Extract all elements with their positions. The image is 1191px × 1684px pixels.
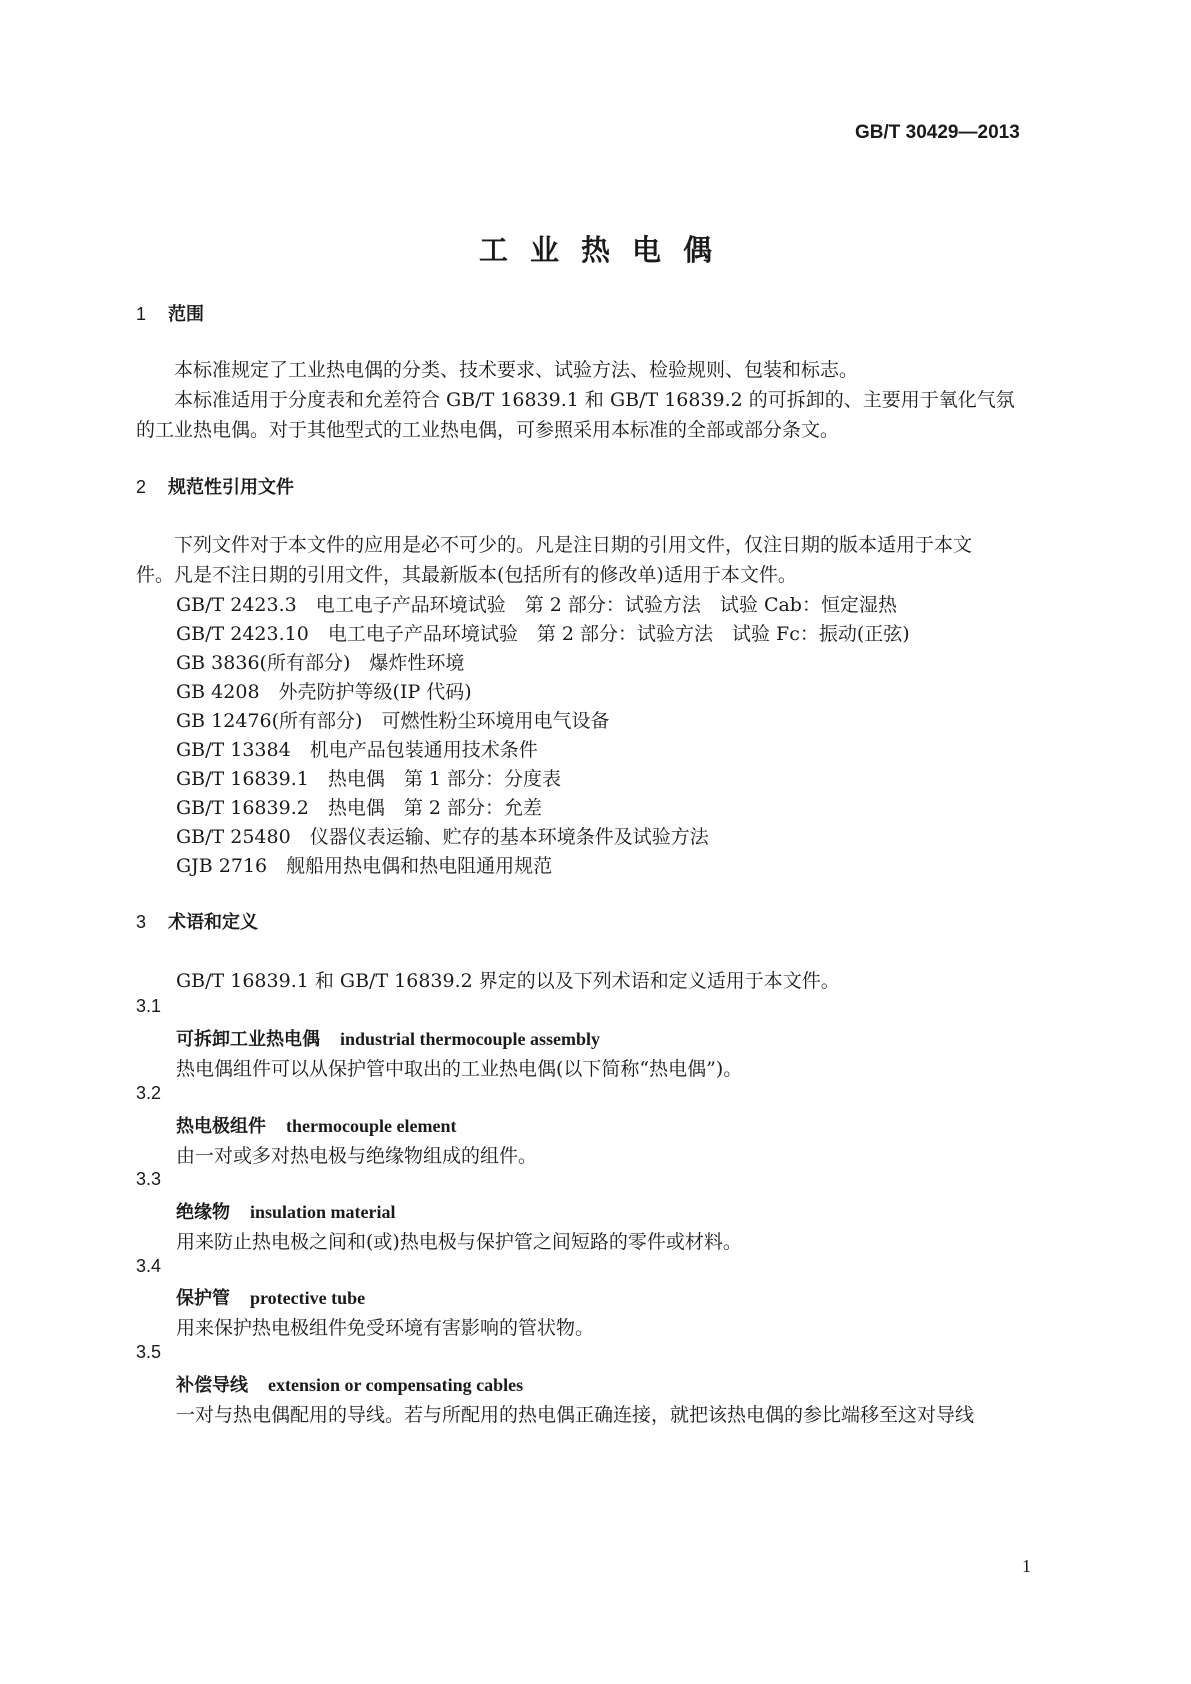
reference-item: GB 4208 外壳防护等级(IP 代码) [176,681,472,703]
reference-item: GB 3836(所有部分) 爆炸性环境 [176,652,465,674]
paragraph-line: 件。凡是不注日期的引用文件，其最新版本(包括所有的修改单)适用于本文件。 [136,564,797,586]
section-title: 术语和定义 [168,912,258,933]
section-number: 2 [136,477,147,497]
term-zh: 可拆卸工业热电偶 [176,1029,320,1050]
term-number: 3.2 [136,1083,162,1103]
term-heading [176,1025,600,1051]
reference-item: GB/T 16839.1 热电偶 第 1 部分：分度表 [176,768,561,790]
section-3-heading [136,908,258,934]
term-en: insulation material [250,1202,396,1222]
section-2-heading [136,473,294,499]
reference-item: GB/T 13384 机电产品包装通用技术条件 [176,739,538,761]
reference-item: GB/T 2423.3 电工电子产品环境试验 第 2 部分：试验方法 试验 Cab：恒定湿热 [176,594,897,616]
term-zh: 保护管 [176,1288,230,1309]
term-zh: 绝缘物 [176,1202,230,1223]
term-en: industrial thermocouple assembly [340,1029,601,1049]
paragraph: 本标准规定了工业热电偶的分类、技术要求、试验方法、检验规则、包装和标志。 [174,359,859,381]
term-number: 3.5 [136,1342,162,1362]
section-number: 3 [136,912,147,932]
document-title: 工业热电偶 [478,233,734,267]
term-en: thermocouple element [286,1116,457,1136]
term-heading [176,1112,456,1138]
reference-item: GB/T 25480 仪器仪表运输、贮存的基本环境条件及试验方法 [176,826,709,848]
term-number: 3.3 [136,1169,162,1189]
reference-item: GB/T 16839.2 热电偶 第 2 部分：允差 [176,797,542,819]
standard-code: GB/T 30429—2013 [855,122,1020,143]
term-definition: 一对与热电偶配用的导线。若与所配用的热电偶正确连接，就把该热电偶的参比端移至这对导线 [176,1404,975,1426]
term-heading [176,1198,396,1224]
term-definition: 用来保护热电极组件免受环境有害影响的管状物。 [176,1317,595,1339]
term-en: protective tube [250,1288,366,1308]
section-number: 1 [136,304,147,324]
term-definition: 由一对或多对热电极与绝缘物组成的组件。 [176,1145,538,1167]
term-heading [176,1284,365,1310]
term-number: 3.1 [136,996,162,1016]
section-1-heading [136,300,204,326]
paragraph-line: 的工业热电偶。对于其他型式的工业热电偶，可参照采用本标准的全部或部分条文。 [136,419,840,441]
page-number: 1 [1022,1556,1031,1576]
paragraph-line: 下列文件对于本文件的应用是必不可少的。凡是注日期的引用文件，仅注日期的版本适用于本文 [174,534,973,556]
reference-item: GJB 2716 舰船用热电偶和热电阻通用规范 [176,855,553,877]
term-definition: 热电偶组件可以从保护管中取出的工业热电偶(以下简称“热电偶”)。 [176,1058,743,1080]
reference-item: GB/T 2423.10 电工电子产品环境试验 第 2 部分：试验方法 试验 Fc：振动(正弦) [176,623,910,645]
section-title: 范围 [168,304,204,325]
term-definition: 用来防止热电极之间和(或)热电极与保护管之间短路的零件或材料。 [176,1231,742,1253]
term-number: 3.4 [136,1256,162,1276]
term-zh: 补偿导线 [176,1375,248,1396]
term-en: extension or compensating cables [268,1375,524,1395]
paragraph: GB/T 16839.1 和 GB/T 16839.2 界定的以及下列术语和定义适用于本文件。 [176,970,840,992]
term-heading [176,1371,523,1397]
section-title: 规范性引用文件 [168,477,294,498]
paragraph-line: 本标准适用于分度表和允差符合 GB/T 16839.1 和 GB/T 16839.2 的可拆卸的、主要用于氧化气氛 [174,389,1015,411]
reference-item: GB 12476(所有部分) 可燃性粉尘环境用电气设备 [176,710,610,732]
term-zh: 热电极组件 [176,1116,266,1137]
